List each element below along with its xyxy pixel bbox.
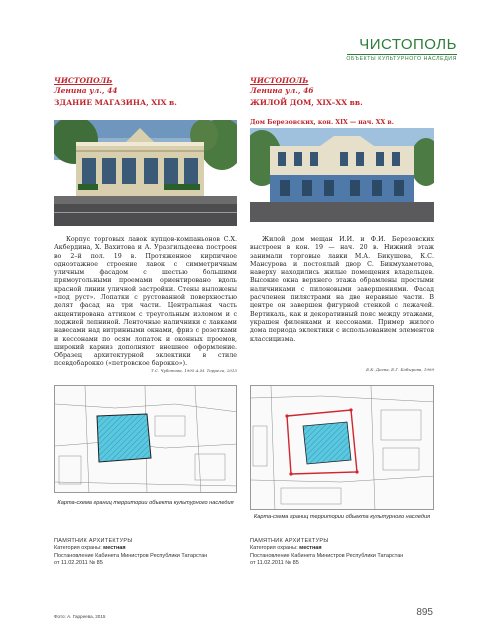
left-map-caption: Карта-схема границ территории объекта культурного наследия — [57, 500, 234, 506]
left-description: Корпус торговых лавок купцов-компаньонов С.Х. Акбердина, Х. Вахитова и А. Уразгильдеева построен во 2–й пол. 19 в. Протяженное кирпичное одноэтажное строение лавок с симметричным уличным фасадом с шестью большими прямоугольными проемами ориентировано вдоль красной линии уличной застройки. Стены выложены «под руст». Лопатки с рустованной поверхностью делят фасад на три части. Центральная часть акцентирована аттиком с треугольным изломом и с лоджией лепниной. Ленточные наличники с лавками навесами над витринными окнами, фриз с розетками и кессонами по осям лопаток и оконных проемов, широкий карниз дополняют внешнее оформление. Образец архитектурной эклектики в стиле псевдобарокко («петровское барокко»). — [54, 236, 237, 368]
left-decree: Постановление Кабинета Министров Республики Татарстан — [54, 552, 208, 559]
page-header — [346, 36, 457, 62]
store-building-photo — [54, 120, 237, 226]
left-category-value: местная — [103, 545, 126, 552]
right-object-title: ЖИЛОЙ ДОМ, XIX–XX вв. — [250, 98, 363, 107]
right-author-credit: Е.К. Деева, Е.Г. Бобырова, 1999 — [366, 367, 434, 372]
page-number: 895 — [416, 607, 433, 618]
left-heading — [54, 76, 237, 107]
left-object-title: ЗДАНИЕ МАГАЗИНА, XIX в. — [54, 98, 177, 107]
header-title: ЧИСТОПОЛЬ — [359, 36, 457, 53]
right-monument-type: ПАМЯТНИК АРХИТЕКТУРЫ — [250, 538, 329, 544]
left-decree-date: от 11.02.2011 № 85 — [54, 560, 103, 567]
right-decree-date: от 11.02.2011 № 85 — [250, 560, 299, 567]
left-monument-type: ПАМЯТНИК АРХИТЕКТУРЫ — [54, 538, 133, 544]
left-address: Ленина ул., 44 — [54, 86, 118, 95]
right-address: Ленина ул., 46 — [250, 86, 314, 95]
photo-credit: Фото: А. Гарреева, 2015 — [54, 614, 106, 619]
right-description: Жилой дом мещан И.И. и Ф.И. Березовских выстроен в кон. 19 — нач. 20 в. Нижний этаж занимали торговые лавки М.А. Бикушева, К.С. Мансурова и постоялый двор С. Бикмухаметова, наверху находились жилые помещения владельцев. Высокие окна верхнего этажа обрамлены простыми наличниками с пилоновыми завершениями. Фасад расчленен пилястрами на две неравные части. В центре он завершен фигурной стенкой с лежачей. Вертикаль, как и декоративный пояс между этажами, украшен филенками и кессонами. Пример жилого дома периода эклектики с использованием элементов классицизма. — [250, 236, 434, 343]
right-category-value: местная — [299, 545, 322, 552]
right-heading — [250, 76, 434, 126]
residential-house-illustration — [250, 128, 434, 222]
residential-house-photo — [250, 128, 434, 222]
left-protection-category — [54, 545, 237, 552]
store-building-illustration — [54, 120, 237, 226]
left-city: ЧИСТОПОЛЬ — [54, 76, 113, 85]
right-city: ЧИСТОПОЛЬ — [250, 76, 309, 85]
header-subtitle: ОБЪЕКТЫ КУЛЬТУРНОГО НАСЛЕДИЯ — [346, 56, 457, 62]
left-cadastral-map — [55, 386, 237, 493]
right-map-caption: Карта-схема границ территории объекта культурного наследия — [253, 514, 431, 520]
header-rule — [347, 54, 457, 55]
right-boundary-map — [250, 385, 434, 510]
left-category-label: Категория охраны: — [54, 545, 102, 552]
left-author-credit: Т.С. Чуботова, 1995 А.М. Торрели, 2015 — [150, 368, 237, 373]
left-boundary-map — [54, 385, 237, 493]
right-decree: Постановление Кабинета Министров Республики Татарстан — [250, 552, 404, 559]
right-category-label: Категория охраны: — [250, 545, 298, 552]
left-protection-status — [54, 538, 237, 568]
right-cadastral-map — [251, 386, 434, 510]
right-protection-category — [250, 545, 434, 552]
right-protection-status — [250, 538, 434, 568]
right-object-subtitle: Дом Березовских, кон. XIX — нач. XX в. — [250, 119, 394, 126]
